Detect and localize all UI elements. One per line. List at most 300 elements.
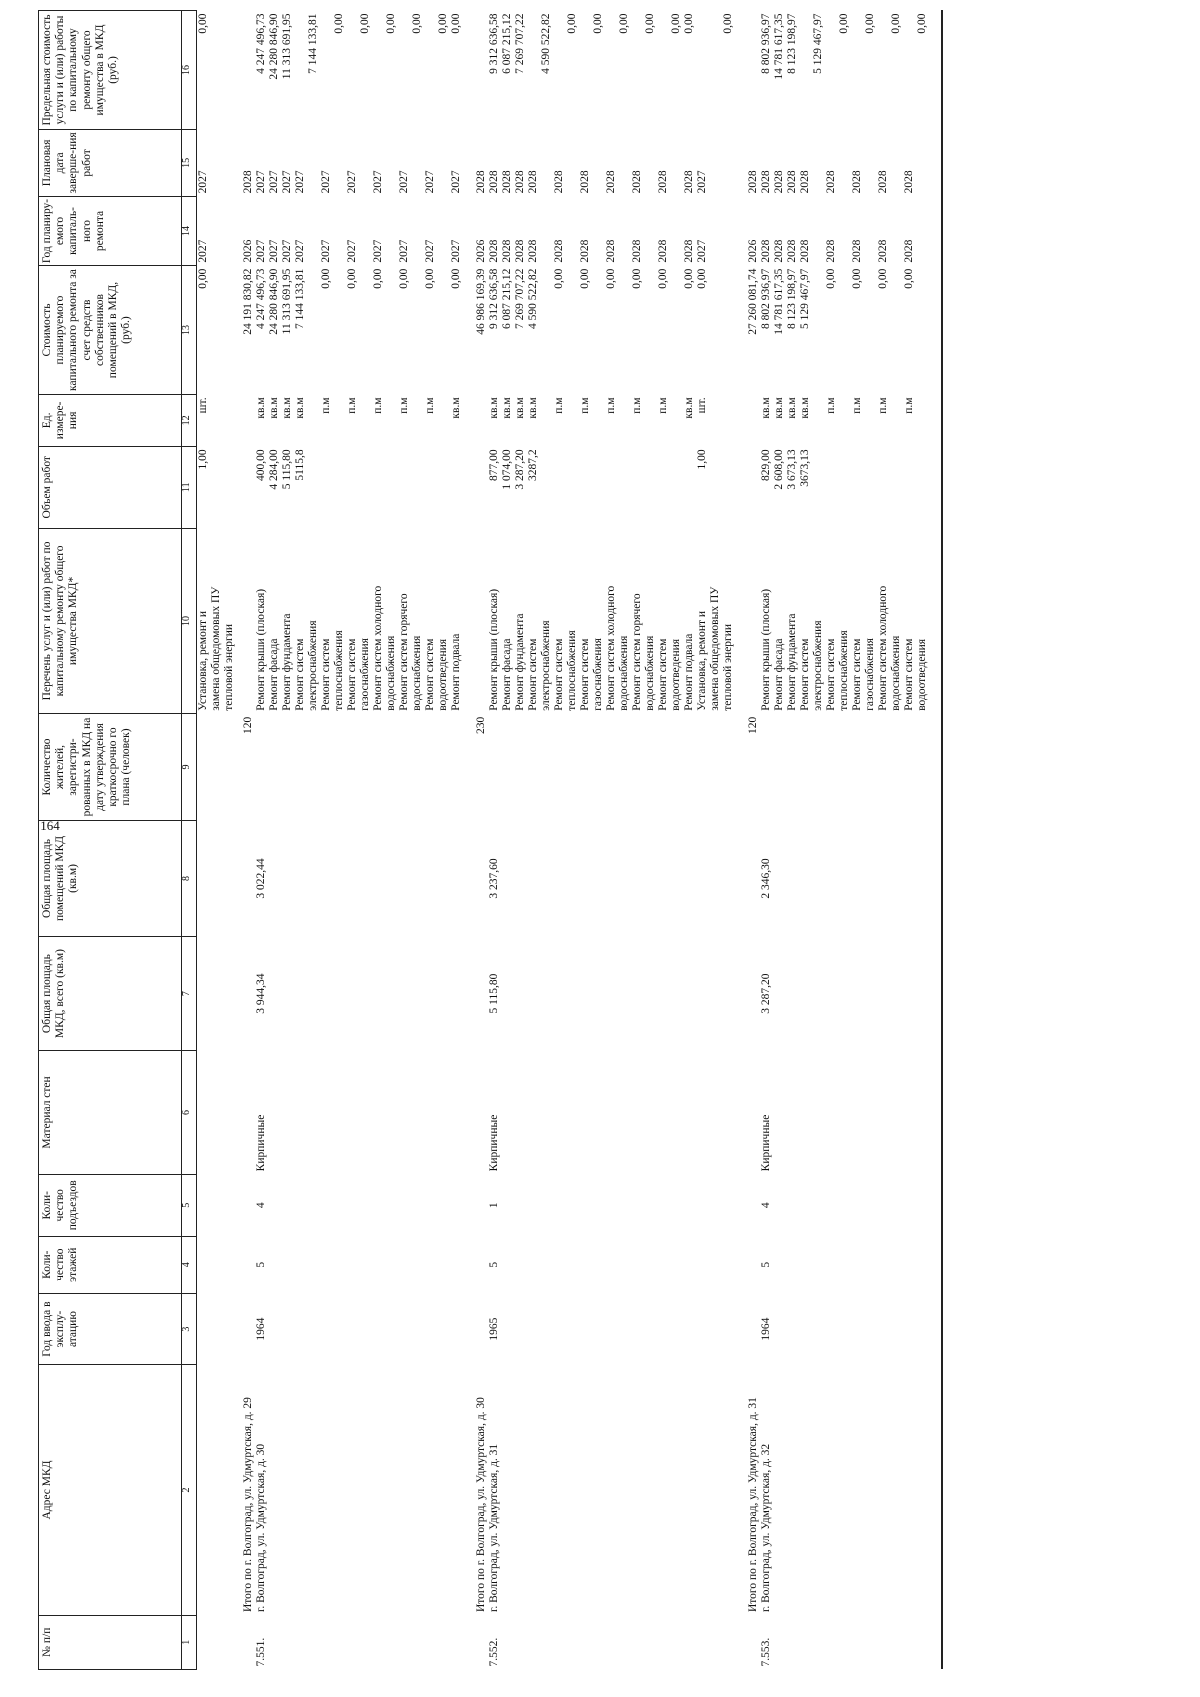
cell-text: Установка, ремонт и <box>197 610 209 711</box>
empty-cell <box>644 397 657 443</box>
empty-cell <box>475 1296 488 1362</box>
cell-text: 5 115,80 <box>488 973 500 1014</box>
empty-cell <box>644 1177 657 1233</box>
cell-text: Ремонт систем <box>527 638 539 711</box>
empty-cell <box>773 940 786 1048</box>
empty-cell <box>838 1239 851 1290</box>
cell-text: Ремонт крыши (плоская) <box>760 588 772 711</box>
cell-text: 2027 <box>255 239 267 263</box>
empty-cell <box>424 1618 437 1666</box>
empty-cell <box>812 1618 825 1666</box>
empty-cell <box>210 1618 223 1666</box>
empty-cell <box>553 717 566 817</box>
empty-cell <box>320 717 333 817</box>
empty-cell <box>592 269 605 392</box>
cell-text: кв.м <box>501 397 513 419</box>
cell-text: 0,00 <box>644 13 656 34</box>
empty-cell <box>670 717 683 817</box>
empty-cell <box>696 1296 709 1362</box>
spacer <box>935 449 941 525</box>
empty-cell <box>320 1618 333 1666</box>
empty-cell <box>424 1177 437 1233</box>
empty-cell <box>657 823 670 933</box>
empty-cell <box>786 940 799 1048</box>
empty-cell <box>333 1054 346 1172</box>
empty-cell <box>579 940 592 1048</box>
empty-cell <box>437 449 450 525</box>
header-cell: Перечень услуг и (или) работ по капитальному ремонту общего имущества МКД* <box>39 528 182 714</box>
empty-cell <box>747 1239 760 1290</box>
cell-text: 2027 <box>696 170 708 194</box>
header-cell: № п/п <box>39 1615 182 1669</box>
empty-cell <box>605 1296 618 1362</box>
empty-cell <box>437 823 450 933</box>
empty-cell <box>592 199 605 262</box>
empty-cell <box>385 940 398 1048</box>
empty-cell <box>255 717 268 817</box>
empty-cell <box>657 14 670 127</box>
cell-text: 2028 <box>501 239 513 263</box>
cell-text: 2026 <box>242 239 254 263</box>
cell-text: Кирпичные <box>255 1114 267 1172</box>
cell-text: кв.м <box>683 397 695 419</box>
header-cell: Плановая дата заверше-ния работ <box>39 129 182 196</box>
empty-cell <box>475 1239 488 1290</box>
empty-cell <box>644 1368 657 1612</box>
cell-text: 7 269 707,22 <box>514 13 526 74</box>
column-number: 6 <box>182 1051 197 1175</box>
cell-text: п.м <box>631 397 643 414</box>
empty-cell <box>916 132 929 193</box>
empty-cell <box>411 717 424 817</box>
empty-cell <box>372 823 385 933</box>
empty-cell <box>696 1618 709 1666</box>
cell-text: п.м <box>398 397 410 414</box>
empty-cell <box>527 1296 540 1362</box>
cell-text: 8 123 198,97 <box>786 13 798 74</box>
empty-cell <box>307 199 320 262</box>
empty-cell <box>333 1368 346 1612</box>
empty-cell <box>579 1368 592 1612</box>
cell-text: кв.м <box>760 397 772 419</box>
empty-cell <box>864 1618 877 1666</box>
empty-cell <box>631 823 644 933</box>
empty-cell <box>359 269 372 392</box>
empty-cell <box>631 1618 644 1666</box>
cell-text: водоснабжения <box>411 635 423 711</box>
spacer <box>935 940 941 1048</box>
cell-text: 7.552. <box>488 1637 500 1667</box>
empty-cell <box>877 1296 890 1362</box>
empty-cell <box>709 1618 722 1666</box>
empty-cell <box>618 1239 631 1290</box>
empty-cell <box>210 199 223 262</box>
empty-cell <box>799 1054 812 1172</box>
cell-text: 4 247 496,73 <box>255 268 267 330</box>
cell-text: 3 022,44 <box>255 858 267 899</box>
empty-cell <box>838 1177 851 1233</box>
empty-cell <box>683 1054 696 1172</box>
empty-cell <box>437 1239 450 1290</box>
empty-cell <box>683 449 696 525</box>
empty-cell <box>838 717 851 817</box>
cell-text: 5115,8 <box>294 449 306 481</box>
empty-cell <box>307 269 320 392</box>
empty-cell <box>281 1239 294 1290</box>
empty-cell <box>592 1368 605 1612</box>
empty-cell <box>475 940 488 1048</box>
cell-text: 5 129 467,97 <box>812 13 824 74</box>
spacer <box>935 1368 941 1612</box>
empty-cell <box>242 940 255 1048</box>
empty-cell <box>592 1177 605 1233</box>
empty-cell <box>514 1618 527 1666</box>
empty-cell <box>618 269 631 392</box>
empty-cell <box>398 1296 411 1362</box>
empty-cell <box>825 1368 838 1612</box>
empty-cell <box>540 132 553 193</box>
empty-cell <box>877 1177 890 1233</box>
empty-cell <box>812 1054 825 1172</box>
empty-cell <box>501 940 514 1048</box>
col-num <box>197 1615 943 1669</box>
empty-cell <box>320 1054 333 1172</box>
empty-cell <box>838 199 851 262</box>
empty-cell <box>223 397 236 443</box>
empty-cell <box>527 1239 540 1290</box>
empty-cell <box>916 717 929 817</box>
empty-cell <box>372 1618 385 1666</box>
col-residents <box>197 714 943 820</box>
empty-cell <box>812 199 825 262</box>
cell-text: 2028 <box>605 170 617 194</box>
empty-cell <box>696 823 709 933</box>
empty-cell <box>333 269 346 392</box>
empty-cell <box>890 1618 903 1666</box>
cell-text: электроснабжения <box>812 620 824 711</box>
empty-cell <box>786 717 799 817</box>
cell-text: 2027 <box>424 170 436 194</box>
empty-cell <box>488 717 501 817</box>
empty-cell <box>197 1239 210 1290</box>
cell-text: п.м <box>903 397 915 414</box>
header-cell: Коли-чество подъездов <box>39 1174 182 1236</box>
empty-cell <box>709 1177 722 1233</box>
cell-text: 1,00 <box>696 449 708 470</box>
empty-cell <box>631 940 644 1048</box>
empty-cell <box>825 1618 838 1666</box>
column-number: 1 <box>182 1615 197 1669</box>
empty-cell <box>709 397 722 443</box>
empty-cell <box>268 717 281 817</box>
empty-cell <box>527 823 540 933</box>
empty-cell <box>644 717 657 817</box>
cell-text: 2028 <box>527 170 539 194</box>
cell-text: 46 986 169,39 <box>475 268 487 335</box>
cell-text: 2027 <box>450 170 462 194</box>
cell-text: водоотведения <box>916 638 928 711</box>
empty-cell <box>618 199 631 262</box>
cell-text: 0,00 <box>197 268 209 289</box>
cell-text: Итого по г. Волгоград, ул. Удмуртская, д. 29 <box>242 1397 254 1613</box>
empty-cell <box>579 1296 592 1362</box>
cell-text: 2028 <box>786 239 798 263</box>
empty-cell <box>747 1054 760 1172</box>
cell-text: кв.м <box>255 397 267 419</box>
cell-text: 2028 <box>747 170 759 194</box>
empty-cell <box>709 1239 722 1290</box>
empty-cell <box>722 1368 735 1612</box>
empty-cell <box>475 1177 488 1233</box>
cell-text: п.м <box>825 397 837 414</box>
cell-text: 11 313 691,95 <box>281 268 293 335</box>
empty-cell <box>825 449 838 525</box>
cell-text: Ремонт фундамента <box>514 613 526 711</box>
empty-cell <box>644 1618 657 1666</box>
column-number: 4 <box>182 1236 197 1293</box>
empty-cell <box>864 132 877 193</box>
empty-cell <box>605 14 618 127</box>
empty-cell <box>864 1239 877 1290</box>
empty-cell <box>890 449 903 525</box>
cell-text: Ремонт систем <box>320 638 332 711</box>
empty-cell <box>540 199 553 262</box>
empty-cell <box>864 1177 877 1233</box>
cell-text: 2028 <box>553 170 565 194</box>
empty-cell <box>398 1618 411 1666</box>
empty-cell <box>411 132 424 193</box>
empty-cell <box>903 1296 916 1362</box>
empty-cell <box>838 823 851 933</box>
empty-cell <box>268 823 281 933</box>
empty-cell <box>197 717 210 817</box>
empty-cell <box>605 823 618 933</box>
empty-cell <box>242 1239 255 1290</box>
empty-cell <box>799 1618 812 1666</box>
empty-cell <box>346 1368 359 1612</box>
empty-cell <box>747 940 760 1048</box>
cell-text: 2028 <box>903 239 915 263</box>
empty-cell <box>838 269 851 392</box>
column-number: 9 <box>182 714 197 820</box>
empty-cell <box>786 1054 799 1172</box>
empty-cell <box>307 397 320 443</box>
cell-text: 2027 <box>268 239 280 263</box>
empty-cell <box>916 199 929 262</box>
empty-cell <box>799 1296 812 1362</box>
empty-cell <box>812 449 825 525</box>
empty-cell <box>877 940 890 1048</box>
cell-text: 3 673,13 <box>786 449 798 490</box>
empty-cell <box>210 823 223 933</box>
empty-cell <box>294 940 307 1048</box>
empty-cell <box>437 1177 450 1233</box>
empty-cell <box>540 823 553 933</box>
empty-cell <box>916 397 929 443</box>
empty-cell <box>631 14 644 127</box>
empty-cell <box>773 1296 786 1362</box>
empty-cell <box>294 1368 307 1612</box>
empty-cell <box>670 823 683 933</box>
cell-text: 2028 <box>631 170 643 194</box>
cell-text: 2027 <box>268 170 280 194</box>
empty-cell <box>812 940 825 1048</box>
cell-text: Ремонт систем <box>424 638 436 711</box>
empty-cell <box>657 1368 670 1612</box>
col-entrances <box>197 1174 943 1236</box>
empty-cell <box>385 199 398 262</box>
empty-cell <box>722 940 735 1048</box>
empty-cell <box>333 1618 346 1666</box>
empty-cell <box>657 1618 670 1666</box>
empty-cell <box>450 717 463 817</box>
cell-text: Ремонт подвала <box>683 633 695 711</box>
empty-cell <box>294 1239 307 1290</box>
cell-text: 2028 <box>851 239 863 263</box>
empty-cell <box>540 1368 553 1612</box>
cell-text: 0,00 <box>722 13 734 34</box>
empty-cell <box>657 1177 670 1233</box>
cell-text: 0,00 <box>333 13 345 34</box>
cell-text: кв.м <box>488 397 500 419</box>
empty-cell <box>197 1618 210 1666</box>
empty-cell <box>670 1296 683 1362</box>
empty-cell <box>683 717 696 817</box>
empty-cell <box>333 397 346 443</box>
empty-cell <box>605 449 618 525</box>
empty-cell <box>359 1296 372 1362</box>
empty-cell <box>223 449 236 525</box>
empty-cell <box>210 1368 223 1612</box>
empty-cell <box>864 269 877 392</box>
empty-cell <box>501 1054 514 1172</box>
empty-cell <box>644 269 657 392</box>
empty-cell <box>592 1296 605 1362</box>
cell-text: замена общедомовых ПУ <box>709 586 721 711</box>
empty-cell <box>346 1618 359 1666</box>
empty-cell <box>747 531 760 711</box>
cell-text: 2028 <box>683 170 695 194</box>
empty-cell <box>709 1368 722 1612</box>
empty-cell <box>372 940 385 1048</box>
empty-cell <box>812 397 825 443</box>
cell-text: Ремонт крыши (плоская) <box>255 588 267 711</box>
empty-cell <box>786 1368 799 1612</box>
empty-cell <box>916 449 929 525</box>
cell-text: 2028 <box>605 239 617 263</box>
cell-text: 2028 <box>631 239 643 263</box>
empty-cell <box>197 1054 210 1172</box>
cell-text: Ремонт фасада <box>773 638 785 711</box>
cell-text: 0,00 <box>877 268 889 289</box>
cell-text: 0,00 <box>890 13 902 34</box>
empty-cell <box>514 717 527 817</box>
column-number: 7 <box>182 937 197 1051</box>
empty-cell <box>592 1618 605 1666</box>
empty-cell <box>864 940 877 1048</box>
empty-cell <box>501 1368 514 1612</box>
empty-cell <box>812 269 825 392</box>
empty-cell <box>812 1177 825 1233</box>
empty-cell <box>579 1239 592 1290</box>
empty-cell <box>812 1296 825 1362</box>
empty-cell <box>514 823 527 933</box>
empty-cell <box>696 1054 709 1172</box>
cell-text: 1964 <box>255 1317 267 1341</box>
cell-text: 1964 <box>760 1317 772 1341</box>
empty-cell <box>242 449 255 525</box>
empty-cell <box>333 1177 346 1233</box>
empty-cell <box>411 449 424 525</box>
empty-cell <box>657 940 670 1048</box>
empty-cell <box>223 1177 236 1233</box>
empty-cell <box>916 823 929 933</box>
spacer <box>935 717 941 817</box>
empty-cell <box>566 940 579 1048</box>
empty-cell <box>722 823 735 933</box>
empty-cell <box>281 1618 294 1666</box>
column-number: 11 <box>182 446 197 528</box>
empty-cell <box>307 449 320 525</box>
spacer <box>935 531 941 711</box>
empty-cell <box>903 1618 916 1666</box>
cell-text: 0,00 <box>618 13 630 34</box>
empty-cell <box>385 1177 398 1233</box>
cell-text: 2028 <box>851 170 863 194</box>
cell-text: 11 313 691,95 <box>281 13 293 80</box>
empty-cell <box>398 449 411 525</box>
empty-cell <box>605 717 618 817</box>
cell-text: водоотведения <box>670 638 682 711</box>
col-area-total <box>197 937 943 1051</box>
empty-cell <box>864 823 877 933</box>
column-number: 3 <box>182 1293 197 1365</box>
empty-cell <box>553 1368 566 1612</box>
empty-cell <box>307 1239 320 1290</box>
empty-cell <box>696 717 709 817</box>
empty-cell <box>657 449 670 525</box>
empty-cell <box>722 397 735 443</box>
empty-cell <box>566 1177 579 1233</box>
empty-cell <box>501 1296 514 1362</box>
empty-cell <box>877 1618 890 1666</box>
cell-text: Ремонт систем холодного <box>372 585 384 711</box>
header-cell: Материал стен <box>39 1051 182 1175</box>
empty-cell <box>307 132 320 193</box>
cell-text: 400,00 <box>255 449 267 482</box>
cell-text: 4 <box>760 1202 772 1209</box>
empty-cell <box>618 1177 631 1233</box>
empty-cell <box>268 1054 281 1172</box>
empty-cell <box>450 1054 463 1172</box>
empty-cell <box>294 1054 307 1172</box>
column-number: 12 <box>182 394 197 446</box>
empty-cell <box>210 1054 223 1172</box>
empty-cell <box>450 1177 463 1233</box>
empty-cell <box>670 1368 683 1612</box>
empty-cell <box>722 132 735 193</box>
empty-cell <box>411 1177 424 1233</box>
empty-cell <box>242 1054 255 1172</box>
empty-cell <box>851 1618 864 1666</box>
empty-cell <box>709 1054 722 1172</box>
empty-cell <box>838 397 851 443</box>
empty-cell <box>223 823 236 933</box>
cell-text: водоснабжения <box>644 635 656 711</box>
empty-cell <box>346 823 359 933</box>
empty-cell <box>903 1239 916 1290</box>
cell-text: 2027 <box>255 170 267 194</box>
